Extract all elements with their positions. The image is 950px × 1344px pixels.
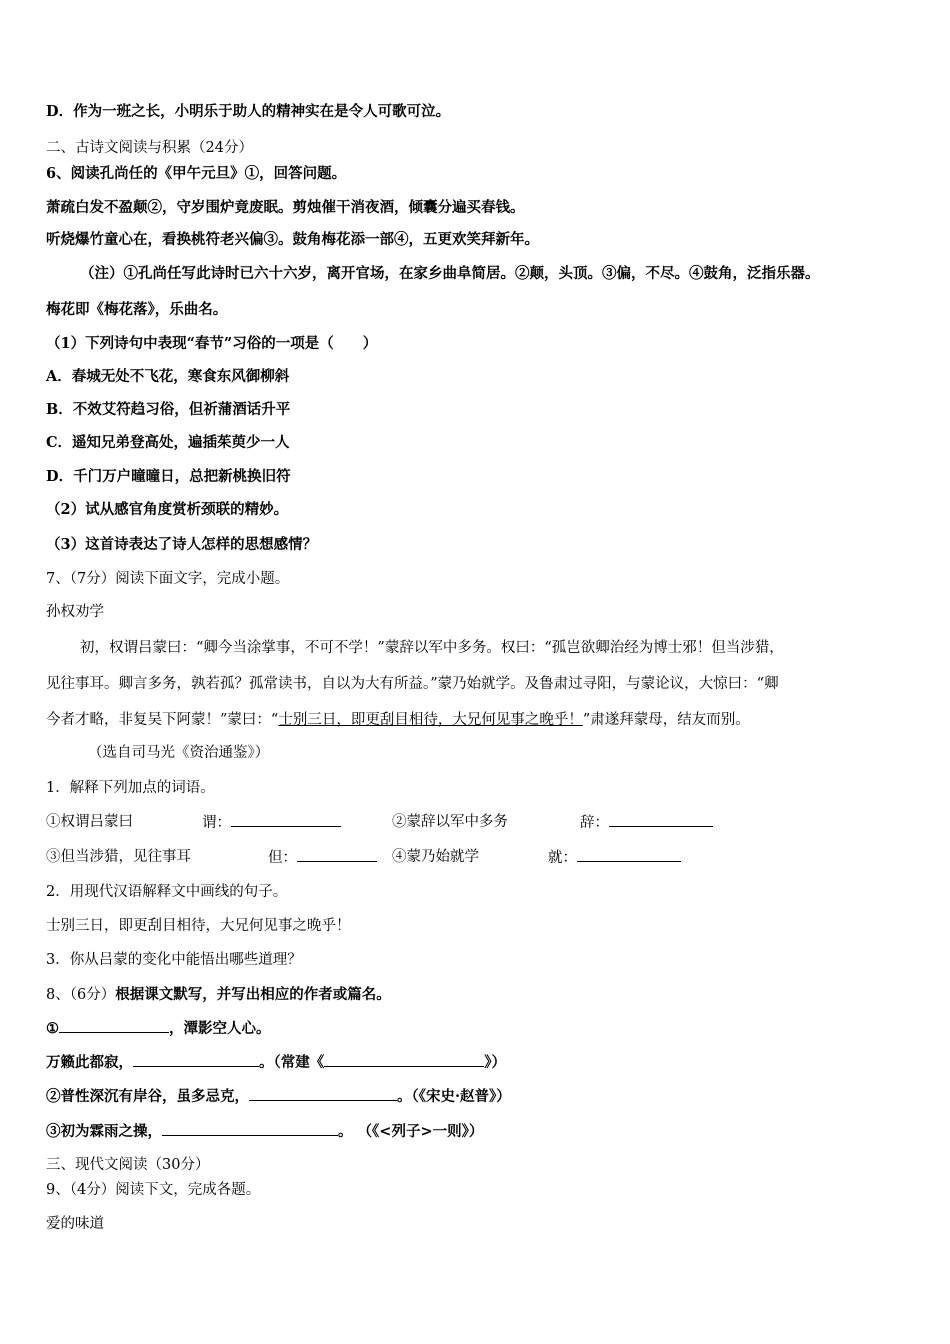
fill-2-text-mid: 。（常建《 [259,1054,325,1071]
fill-3-text-start: ②普性深沉有岸谷，虽多忌克， [46,1088,249,1105]
question-6-1: （1）下列诗句中表现“春节”习俗的一项是（ ） [46,335,378,352]
word-1-label: 谓： [202,815,231,831]
question-6-2: （2）试从感官角度赏析颈联的精妙。 [46,501,289,518]
question-7-2: 2．用现代汉语解释文中画线的句子。 [46,884,288,900]
fill-2-blank[interactable] [133,1052,259,1067]
word-1-answer-blank[interactable] [231,812,341,827]
word-2-answer-blank[interactable] [609,812,713,827]
fill-line-1 [46,1018,271,1039]
question-8-number: 8、（6分） [46,987,116,1003]
underlined-sentence: 士别三日，即更刮目相待，大兄何见事之晚乎！ [278,712,583,728]
poem-note-line-1: （注）①孔尚任写此诗时已六十六岁，离开官场，在家乡曲阜简居。②颠，头顶。③偏，不尽。④鼓角，泛指乐器。 [80,265,820,282]
fill-4-text-end: 。 （《<列子>一则》） [338,1123,484,1140]
fill-4-blank[interactable] [162,1121,338,1136]
word-3-answer-blank[interactable] [297,847,377,862]
poem-line-2: 听烧爆竹童心在，看换桃符老兴偏③。鼓角梅花添一部④，五更欢笑拜新年。 [46,231,539,248]
question-7-3: 3．你从吕蒙的变化中能悟出哪些道理？ [46,952,302,968]
option-b: B．不效艾符趋习俗，但祈蒲酒话升平 [46,401,291,418]
word-4-label: 就： [548,850,577,866]
fill-3-blank[interactable] [249,1086,397,1101]
fill-2-text-start: 万籁此都寂， [46,1054,133,1071]
question-8-intro [46,985,391,1005]
passage-line-2: 见往事耳。卿言多务，孰若孤？孤常读书，自以为大有所益。”蒙乃始就学。及鲁肃过寻阳，与蒙论议，大惊曰：“卿 [46,676,779,692]
fill-4-text-start: ③初为霖雨之操， [46,1123,162,1140]
fill-1-blank[interactable] [59,1018,169,1033]
fill-line-4 [46,1121,483,1142]
word-3-blank [268,847,377,868]
question-6-3: （3）这首诗表达了诗人怎样的思想感情？ [46,536,318,553]
word-2-blank [580,812,713,833]
fill-2-title-blank[interactable] [324,1052,484,1067]
passage-line-3-start: 今者才略，非复吴下阿蒙！”蒙曰：“ [46,712,279,728]
word-1-blank [202,812,341,833]
word-4-answer-blank[interactable] [577,847,681,862]
word-1: ①权谓吕蒙曰 [46,814,133,830]
question-6-intro: 6、阅读孔尚任的《甲午元旦》①，回答问题。 [46,165,347,182]
poem-line-1: 萧疏白发不盈颠②，守岁围炉竟废眠。剪烛催干消夜酒，倾囊分遍买春钱。 [46,199,525,216]
option-d: D．千门万户曈曈日，总把新桃换旧符 [46,468,291,485]
question-9-title: 爱的味道 [46,1216,104,1232]
question-8-instruction: 根据课文默写，并写出相应的作者或篇名。 [115,986,391,1003]
question-7-1: 1．解释下列加点的词语。 [46,780,215,796]
fill-1-text: ，潭影空人心。 [169,1020,271,1037]
passage-line-3-end: ”肃遂拜蒙母，结友而别。 [582,712,750,728]
option-a: A．春城无处不飞花，寒食东风御柳斜 [46,368,290,385]
question-9-intro: 9、（4分）阅读下文，完成各题。 [46,1182,261,1198]
word-2: ②蒙辞以军中多务 [392,814,508,830]
word-2-label: 辞： [580,815,609,831]
fill-line-2 [46,1052,506,1073]
passage-line-1: 初，权谓吕蒙曰：“卿今当涂掌事，不可不学！”蒙辞以军中多务。权曰：“孤岂欲卿治经为博士邪！但当涉猎， [80,640,784,656]
fill-3-text-end: 。（《宋史·赵普》） [397,1088,511,1105]
word-3-label: 但： [268,850,297,866]
question-7-2-sentence: 士别三日，即更刮目相待，大兄何见事之晚乎！ [46,918,351,934]
word-4: ④蒙乃始就学 [392,849,479,865]
word-4-blank [548,847,681,868]
option-c: C．遥知兄弟登高处，遍插茱萸少一人 [46,434,290,451]
question-7-intro: 7、（7分）阅读下面文字，完成小题。 [46,571,290,587]
poem-note-line-2: 梅花即《梅花落》，乐曲名。 [46,301,228,318]
fill-1-number: ① [46,1020,59,1037]
section-2-title: 二、古诗文阅读与积累（24分） [46,140,253,156]
section-3-title: 三、现代文阅读（30分） [46,1157,210,1173]
passage-line-3 [46,710,750,730]
fill-2-text-end: 》） [484,1054,506,1071]
option-d-line: D．作为一班之长，小明乐于助人的精神实在是令人可歌可泣。 [46,103,451,120]
passage-source: （选自司马光《资治通鉴》） [88,745,270,761]
fill-line-3 [46,1086,511,1107]
passage-title: 孙权劝学 [46,604,104,620]
word-3: ③但当涉猎，见往事耳 [46,849,191,865]
